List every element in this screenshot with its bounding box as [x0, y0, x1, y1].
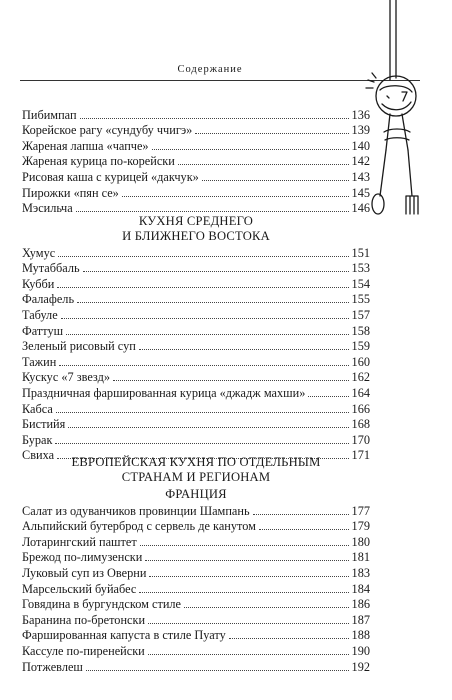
toc-entry-page: 171	[351, 448, 370, 463]
toc-entry[interactable]	[22, 138, 370, 154]
toc-entry-title: Жареная курица по-корейски	[22, 154, 175, 169]
dot-leader	[86, 670, 349, 671]
toc-entry-title: Фалафель	[22, 292, 75, 307]
toc-entry-page: 160	[351, 354, 370, 369]
dot-leader	[68, 427, 348, 428]
toc-entry-page: 166	[351, 401, 370, 416]
toc-entry-title: Кабса	[22, 401, 53, 416]
dot-leader	[202, 180, 349, 181]
dot-leader	[80, 118, 349, 119]
toc-entry-page: 151	[351, 245, 370, 260]
toc-entry[interactable]	[22, 123, 370, 139]
dot-leader	[140, 545, 349, 546]
toc-entry[interactable]	[22, 385, 370, 401]
dot-leader	[148, 654, 349, 655]
toc-entry[interactable]	[22, 107, 370, 123]
toc-entry-title: Фаршированная капуста в стиле Пуату	[22, 628, 226, 643]
toc-entry-title: Тажин	[22, 354, 57, 369]
toc-entry-title: Кубби	[22, 276, 55, 291]
toc-entry-page: 177	[351, 503, 370, 518]
dot-leader	[195, 133, 348, 134]
dot-leader	[139, 349, 349, 350]
toc-entry-title: Бистийя	[22, 417, 66, 432]
toc-entry-page: 184	[351, 581, 370, 596]
toc-entry[interactable]	[22, 401, 370, 417]
toc-entry[interactable]	[22, 581, 370, 597]
toc-entry-page: 155	[351, 292, 370, 307]
section-heading: ЕВРОПЕЙСКАЯ КУХНЯ ПО ОТДЕЛЬНЫМ	[71, 455, 321, 469]
dot-leader	[139, 592, 348, 593]
toc-entry-title: Луковый суп из Оверни	[22, 565, 147, 580]
toc-entry-title: Мутаббаль	[22, 261, 80, 276]
toc-entry-page: 179	[351, 519, 370, 534]
dot-leader	[229, 638, 349, 639]
toc-entry-page: 143	[351, 169, 370, 184]
toc-list	[22, 245, 370, 463]
toc-entry[interactable]	[22, 550, 370, 566]
toc-entry-title: Лотарингский паштет	[22, 534, 137, 549]
toc-entry-title: Мэсильча	[22, 201, 73, 216]
toc-entry-page: 140	[351, 138, 370, 153]
toc-entry-page: 183	[351, 565, 370, 580]
toc-entry[interactable]	[22, 339, 370, 355]
dot-leader	[149, 576, 348, 577]
dot-leader	[56, 412, 349, 413]
toc-entry-title: Рисовая каша с курицей «дакчук»	[22, 169, 199, 184]
dot-leader	[145, 560, 348, 561]
toc-entry-page: 168	[351, 417, 370, 432]
toc-entry-page: 162	[351, 370, 370, 385]
dot-leader	[77, 302, 349, 303]
dot-leader	[55, 443, 348, 444]
toc-entry-page: 188	[351, 628, 370, 643]
toc-entry-page: 142	[351, 154, 370, 169]
toc-entry[interactable]	[22, 643, 370, 659]
section-subheading: ФРАНЦИЯ	[165, 487, 227, 501]
dot-leader	[113, 380, 349, 381]
toc-entry-title: Пирожки «пян се»	[22, 185, 119, 200]
toc-entry-page: 159	[351, 339, 370, 354]
toc-entry-title: Альпийский бутерброд с сервель де канутом	[22, 519, 256, 534]
dot-leader	[148, 623, 349, 624]
toc-entry[interactable]	[22, 169, 370, 185]
toc-entry[interactable]	[22, 307, 370, 323]
toc-entry[interactable]	[22, 659, 370, 675]
spoon-icon	[380, 150, 386, 196]
dot-leader	[122, 196, 349, 197]
section-heading: СТРАНАМ И РЕГИОНАМ	[121, 470, 271, 484]
toc-entry[interactable]	[22, 503, 370, 519]
toc-entry-page: 136	[351, 107, 370, 122]
toc-entry[interactable]	[22, 565, 370, 581]
dot-leader	[184, 607, 349, 608]
dot-leader	[59, 365, 348, 366]
toc-entry-title: Бурак	[22, 432, 53, 447]
toc-entry[interactable]	[22, 370, 370, 386]
toc-entry[interactable]	[22, 417, 370, 433]
toc-entry[interactable]	[22, 154, 370, 170]
toc-entry-title: Зеленый рисовый суп	[22, 339, 136, 354]
dot-leader	[58, 256, 348, 257]
toc-entry-page: 145	[351, 185, 370, 200]
toc-entry-title: Пибимпап	[22, 107, 77, 122]
dot-leader	[253, 514, 349, 515]
toc-entry[interactable]	[22, 597, 370, 613]
toc-entry-title: Праздничная фаршированная курица «джадж махши»	[22, 385, 306, 400]
toc-entry-page: 146	[351, 201, 370, 216]
toc-entry-title: Кассуле по-пиренейски	[22, 643, 145, 658]
dot-leader	[83, 271, 349, 272]
toc-entry-page: 181	[351, 550, 370, 565]
toc-entry[interactable]	[22, 432, 370, 448]
toc-entry-page: 154	[351, 276, 370, 291]
toc-entry-page: 157	[351, 307, 370, 322]
toc-entry[interactable]	[22, 185, 370, 201]
section-heading: КУХНЯ СРЕДНЕГО	[138, 214, 254, 228]
fork-icon	[406, 150, 418, 214]
toc-entry-page: 186	[351, 597, 370, 612]
toc-entry[interactable]	[22, 519, 370, 535]
toc-entry-title: Брежод по-лимузенски	[22, 550, 143, 565]
toc-entry[interactable]	[22, 354, 370, 370]
toc-entry-page: 192	[351, 659, 370, 674]
toc-entry-title: Хумус	[22, 245, 56, 260]
toc-entry[interactable]	[22, 612, 370, 628]
toc-entry-title: Салат из одуванчиков провинции Шампань	[22, 503, 250, 518]
toc-entry[interactable]	[22, 276, 370, 292]
toc-entry[interactable]	[22, 534, 370, 550]
toc-entry-page: 187	[351, 612, 370, 627]
toc-entry[interactable]	[22, 628, 370, 644]
dot-leader	[57, 287, 348, 288]
toc-entry-title: Табуле	[22, 307, 58, 322]
toc-entry-title: Корейское рагу «сундубу ччигэ»	[22, 123, 193, 138]
toc-entry-page: 164	[351, 385, 370, 400]
page-title: Содержание	[177, 64, 243, 75]
toc-list	[22, 107, 370, 216]
toc-entry-title: Потжевлеш	[22, 659, 83, 674]
toc-entry[interactable]	[22, 245, 370, 261]
spoon-icon	[372, 194, 384, 214]
toc-entry-title: Жареная лапша «чапче»	[22, 138, 149, 153]
toc-list	[22, 503, 370, 675]
toc-entry[interactable]	[22, 261, 370, 277]
toc-entry-page: 153	[351, 261, 370, 276]
toc-entry-title: Фаттуш	[22, 323, 64, 338]
dot-leader	[61, 318, 349, 319]
dot-leader	[178, 164, 349, 165]
toc-entry-page: 180	[351, 534, 370, 549]
toc-entry-title: Свиха	[22, 448, 55, 463]
toc-entry-page: 190	[351, 643, 370, 658]
toc-entry-page: 170	[351, 432, 370, 447]
dot-leader	[259, 529, 349, 530]
toc-entry-page: 158	[351, 323, 370, 338]
toc-entry-title: Баранина по-бретонски	[22, 612, 146, 627]
toc-entry[interactable]	[22, 323, 370, 339]
dot-leader	[308, 396, 348, 397]
toc-entry-title: Говядина в бургундском стиле	[22, 597, 182, 612]
toc-entry-page: 139	[351, 123, 370, 138]
dot-leader	[152, 149, 349, 150]
section-heading: И БЛИЖНЕГО ВОСТОКА	[122, 229, 270, 243]
toc-entry[interactable]	[22, 292, 370, 308]
dot-leader	[76, 211, 349, 212]
toc-entry-title: Марсельский буйабес	[22, 581, 137, 596]
toc-entry-title: Кускус «7 звезд»	[22, 370, 110, 385]
dot-leader	[66, 334, 348, 335]
